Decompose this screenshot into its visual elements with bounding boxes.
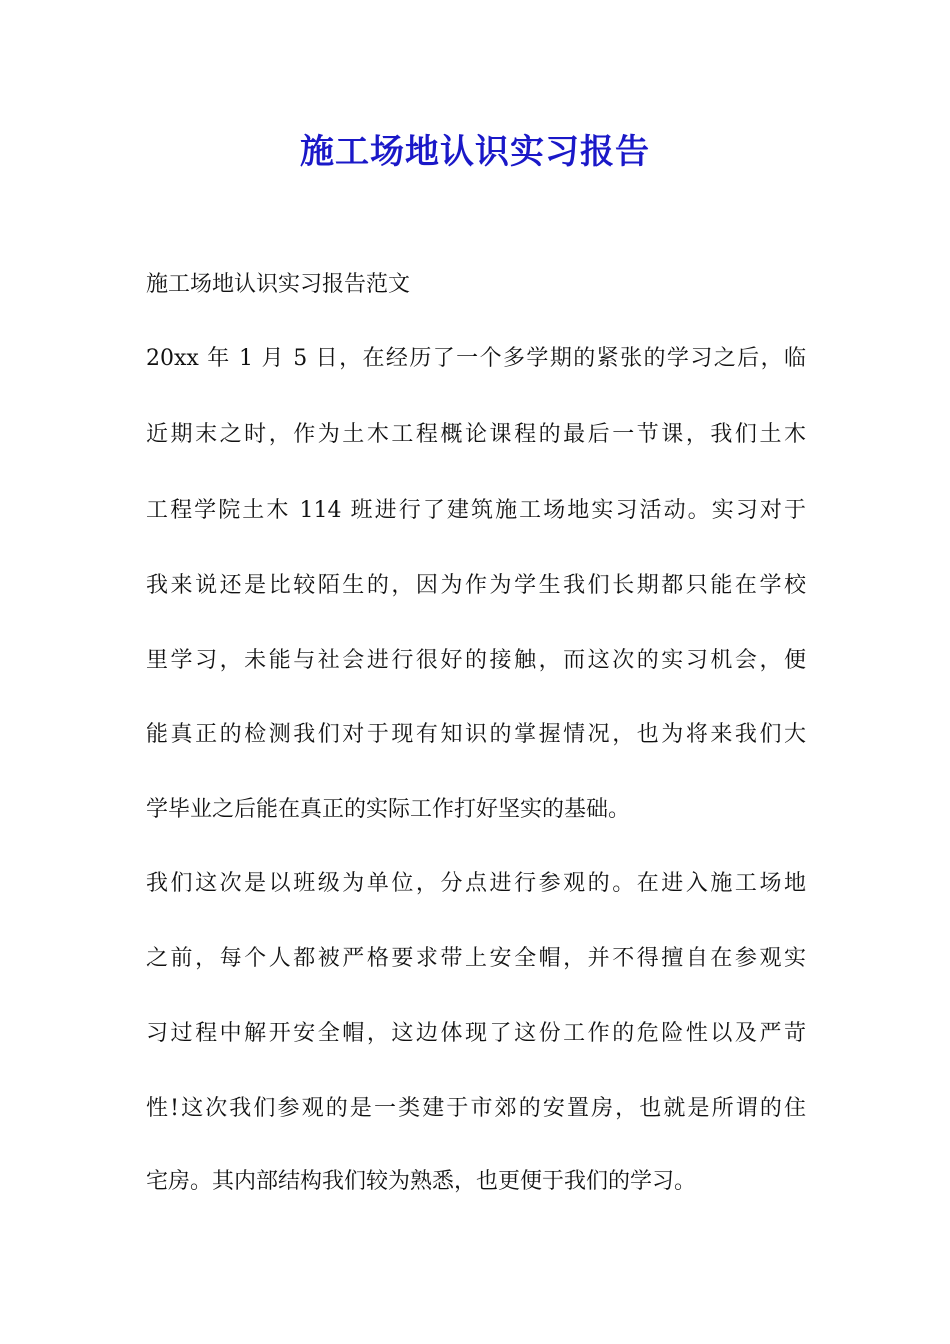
paragraph-2-line-4: 性!这次我们参观的是一类建于市郊的安置房，也就是所谓的住 <box>146 1096 806 1121</box>
paragraph-2-line-2: 之前，每个人都被严格要求带上安全帽，并不得擅自在参观实 <box>146 946 806 971</box>
paragraph-1-line-7: 学毕业之后能在真正的实际工作打好坚实的基础。 <box>146 797 631 822</box>
paragraph-1-line-3: 工程学院土木 114 班进行了建筑施工场地实习活动。实习对于 <box>146 498 806 523</box>
paragraph-1-line-6: 能真正的检测我们对于现有知识的掌握情况，也为将来我们大 <box>146 722 806 747</box>
paragraph-2-line-3: 习过程中解开安全帽，这边体现了这份工作的危险性以及严苛 <box>146 1021 806 1046</box>
paragraph-1-line-4: 我来说还是比较陌生的，因为作为学生我们长期都只能在学校 <box>146 573 806 598</box>
paragraph-2-line-1: 我们这次是以班级为单位，分点进行参观的。在进入施工场地 <box>146 871 806 896</box>
paragraph-1-line-5: 里学习，未能与社会进行很好的接触，而这次的实习机会，便 <box>146 648 806 673</box>
paragraph-1-line-1: 20xx 年 1 月 5 日，在经历了一个多学期的紧张的学习之后，临 <box>146 346 806 371</box>
document-subtitle: 施工场地认识实习报告范文 <box>146 272 411 297</box>
paragraph-2-line-5: 宅房。其内部结构我们较为熟悉，也更便于我们的学习。 <box>146 1169 697 1194</box>
paragraph-1-line-2: 近期末之时，作为土木工程概论课程的最后一节课，我们土木 <box>146 422 806 447</box>
page-title: 施工场地认识实习报告 <box>300 132 650 172</box>
